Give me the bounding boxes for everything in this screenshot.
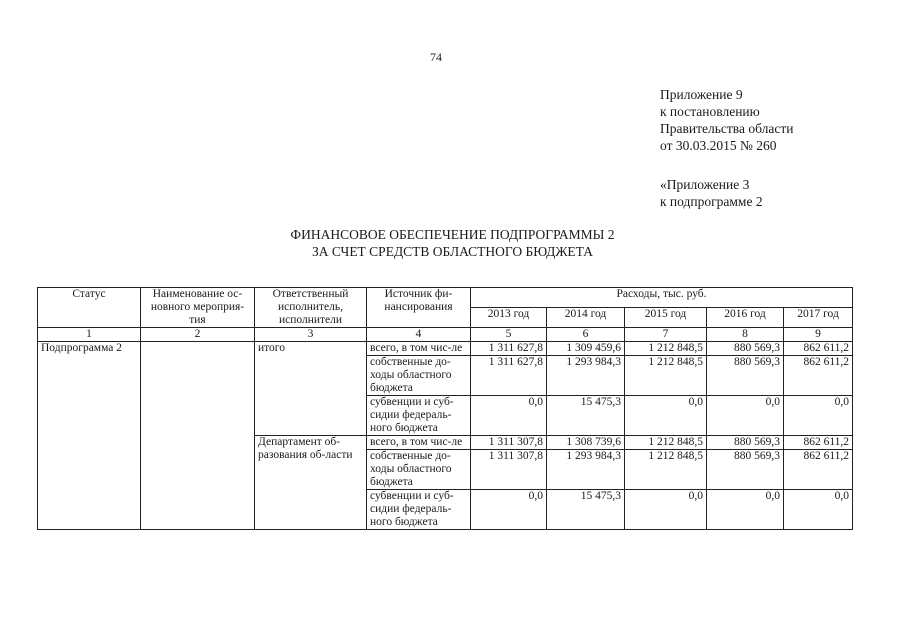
value-cell: 1 212 848,5 — [625, 436, 707, 450]
value-cell: 862 611,2 — [784, 356, 853, 396]
value-cell: 15 475,3 — [547, 490, 625, 530]
header-source: Источник фи-нансирования — [367, 288, 471, 328]
appendix-line: Приложение 9 — [660, 87, 743, 102]
source-cell: всего, в том чис-ле — [367, 342, 471, 356]
appendix-line: к постановлению — [660, 104, 760, 119]
value-cell: 1 212 848,5 — [625, 450, 707, 490]
col-number: 9 — [784, 328, 853, 342]
value-cell: 1 293 984,3 — [547, 450, 625, 490]
col-number: 8 — [707, 328, 784, 342]
value-cell: 880 569,3 — [707, 342, 784, 356]
header-year: 2016 год — [707, 308, 784, 328]
value-cell: 880 569,3 — [707, 356, 784, 396]
value-cell: 1 293 984,3 — [547, 356, 625, 396]
appendix-subnote — [660, 176, 763, 210]
value-cell: 0,0 — [471, 396, 547, 436]
col-number: 7 — [625, 328, 707, 342]
header-year: 2014 год — [547, 308, 625, 328]
value-cell: 1 311 627,8 — [471, 356, 547, 396]
value-cell: 0,0 — [784, 396, 853, 436]
value-cell: 15 475,3 — [547, 396, 625, 436]
table-row — [38, 342, 853, 356]
header-measure: Наименование ос-новного мероприя-тия — [141, 288, 255, 328]
finance-table — [37, 287, 853, 530]
col-number: 2 — [141, 328, 255, 342]
appendix-subnote-line: «Приложение 3 — [660, 177, 750, 192]
value-cell: 1 311 307,8 — [471, 450, 547, 490]
value-cell: 0,0 — [707, 490, 784, 530]
header-year: 2013 год — [471, 308, 547, 328]
executor-cell: Департамент об-разования об-ласти — [255, 436, 367, 530]
header-status: Статус — [38, 288, 141, 328]
appendix-subnote-line: к подпрограмме 2 — [660, 194, 763, 209]
measure-cell — [141, 342, 255, 530]
executor-cell: итого — [255, 342, 367, 436]
value-cell: 0,0 — [784, 490, 853, 530]
header-year: 2015 год — [625, 308, 707, 328]
source-cell: собственные до-ходы областного бюджета — [367, 356, 471, 396]
value-cell: 0,0 — [625, 490, 707, 530]
header-executor: Ответственный исполнитель, исполнители — [255, 288, 367, 328]
value-cell: 0,0 — [707, 396, 784, 436]
value-cell: 1 212 848,5 — [625, 342, 707, 356]
value-cell: 862 611,2 — [784, 436, 853, 450]
source-cell: всего, в том чис-ле — [367, 436, 471, 450]
value-cell: 1 308 739,6 — [547, 436, 625, 450]
header-year: 2017 год — [784, 308, 853, 328]
value-cell: 1 311 627,8 — [471, 342, 547, 356]
title-line: ФИНАНСОВОЕ ОБЕСПЕЧЕНИЕ ПОДПРОГРАММЫ 2 — [290, 227, 615, 242]
status-cell: Подпрограмма 2 — [38, 342, 141, 530]
value-cell: 1 309 459,6 — [547, 342, 625, 356]
title-line: ЗА СЧЕТ СРЕДСТВ ОБЛАСТНОГО БЮДЖЕТА — [311, 244, 594, 259]
appendix-note — [660, 86, 793, 154]
col-number: 3 — [255, 328, 367, 342]
value-cell: 1 311 307,8 — [471, 436, 547, 450]
document-title — [0, 226, 905, 260]
col-number: 1 — [38, 328, 141, 342]
appendix-line: от 30.03.2015 № 260 — [660, 138, 777, 153]
page-number: 74 — [430, 50, 442, 64]
value-cell: 862 611,2 — [784, 450, 853, 490]
col-number: 4 — [367, 328, 471, 342]
value-cell: 880 569,3 — [707, 436, 784, 450]
appendix-line: Правительства области — [660, 121, 794, 136]
value-cell: 1 212 848,5 — [625, 356, 707, 396]
header-expenses: Расходы, тыс. руб. — [471, 288, 853, 308]
value-cell: 862 611,2 — [784, 342, 853, 356]
value-cell: 880 569,3 — [707, 450, 784, 490]
source-cell: собственные до-ходы областного бюджета — [367, 450, 471, 490]
source-cell: субвенции и суб-сидии федераль-ного бюджета — [367, 396, 471, 436]
col-number: 6 — [547, 328, 625, 342]
col-number: 5 — [471, 328, 547, 342]
value-cell: 0,0 — [625, 396, 707, 436]
value-cell: 0,0 — [471, 490, 547, 530]
source-cell: субвенции и суб-сидии федераль-ного бюджета — [367, 490, 471, 530]
